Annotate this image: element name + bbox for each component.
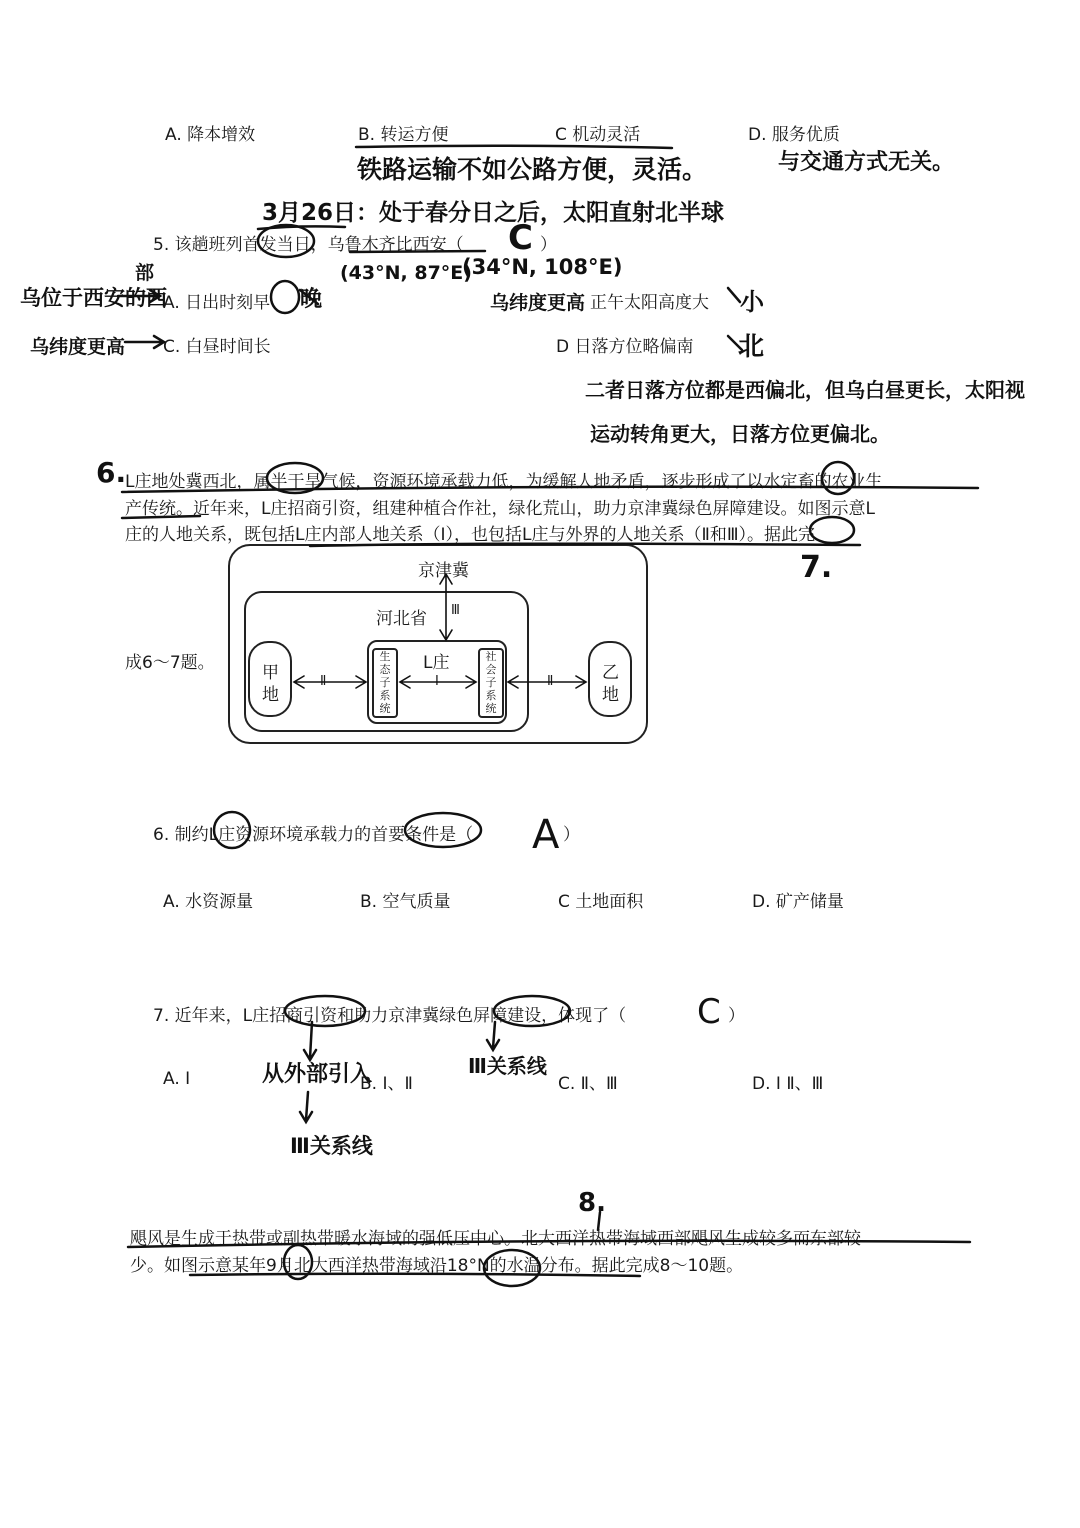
q7-stem-end: ） — [728, 1006, 745, 1026]
diagram-label-jiadi: 甲地 — [262, 663, 279, 705]
handwritten-note-5a-bu: 部 — [135, 262, 155, 284]
handwritten-note-q4-d: 与交通方式无关。 — [778, 150, 955, 175]
q7-option-b: B. Ⅰ、Ⅱ — [360, 1074, 413, 1094]
q4-option-c: C 机动灵活 — [555, 125, 641, 145]
q5-option-a: A. 日出时刻早 — [163, 293, 271, 313]
handwritten-note-7-rel3-a: Ⅲ关系线 — [468, 1054, 547, 1078]
q6-option-a: A. 水资源量 — [163, 892, 254, 912]
q6-option-b: B. 空气质量 — [360, 892, 451, 912]
q5-stem-end: ） — [540, 235, 557, 255]
handwritten-number-7: 7. — [800, 550, 833, 585]
q7-option-a: A. Ⅰ — [163, 1069, 191, 1089]
q4-option-a: A. 降本增效 — [165, 125, 256, 145]
diagram-label-yidi: 乙地 — [602, 663, 619, 705]
handwritten-note-5d-line2: 运动转角更大，日落方位更偏北。 — [590, 422, 890, 446]
diagram-label-eco-system: 生态子系统 — [379, 650, 391, 715]
q5-option-b: 正午太阳高度大 — [590, 293, 709, 313]
q7-option-c: C. Ⅱ、Ⅲ — [558, 1074, 618, 1094]
passage-6-7-line3: 庄的人地关系，既包括L庄内部人地关系（Ⅰ），也包括L庄与外界的人地关系（Ⅱ和Ⅲ）。据此完 — [125, 525, 816, 545]
q4-option-b: B. 转运方便 — [358, 125, 449, 145]
handwritten-note-5b-right: 小 — [740, 288, 764, 316]
handwritten-note-5c-left: 乌纬度更高 — [30, 336, 126, 358]
q5-option-d: D 日落方位略偏南 — [556, 337, 694, 357]
handwritten-note-5a-right: 晚 — [300, 287, 323, 312]
diagram-label-lzhuang: L庄 — [423, 653, 450, 673]
handwritten-note-5d-line1: 二者日落方位都是西偏北，但乌白昼更长，太阳视 — [585, 378, 1025, 402]
q6-stem: 6. 制约L庄资源环境承载力的首要条件是（ — [153, 825, 474, 845]
passage-8-10-line2: 少。如图示意某年9月北大西洋热带海域沿18°N的水温分布。据此完成8～10题。 — [130, 1256, 744, 1276]
passage-6-7-line1: L庄地处冀西北，属半干旱气候，资源环境承载力低，为缓解人地矛盾，逐步形成了以水定畜的农业生 — [125, 472, 883, 492]
handwritten-coord-xian: (34°N, 108°E) — [462, 255, 623, 279]
handwritten-coord-urumqi: (43°N, 87°E) — [340, 262, 472, 284]
diagram-label-jingjinji: 京津冀 — [418, 561, 469, 581]
q5-option-c: C. 白昼时间长 — [163, 337, 271, 357]
handwritten-note-date: 3月26日：处于春分日之后，太阳直射北半球 — [262, 200, 725, 226]
handwritten-number-6: 6. — [96, 456, 127, 489]
handwritten-answer-q5: C — [508, 218, 533, 258]
q6-option-d: D. 矿产储量 — [752, 892, 844, 912]
handwritten-answer-q7: C — [697, 992, 721, 1032]
handwritten-note-7-rel3-b: Ⅲ关系线 — [290, 1134, 373, 1158]
diagram-label-rel1: Ⅰ — [435, 674, 439, 689]
handwritten-number-8: 8. — [578, 1188, 606, 1218]
q4-option-d: D. 服务优质 — [748, 125, 840, 145]
q6-option-c: C 土地面积 — [558, 892, 644, 912]
passage-8-10-line1: 飓风是生成于热带或副热带暖水海域的强低压中心。北大西洋热带海域西部飓风生成较多而东部较 — [130, 1229, 861, 1249]
q6-stem-end: ） — [563, 825, 580, 845]
passage-6-7-line2: 产传统。近年来，L庄招商引资，组建种植合作社，绿化荒山，助力京津冀绿色屏障建设。如图示意L — [125, 499, 875, 519]
handwritten-note-5a-left: 乌位于西安的西 — [20, 286, 167, 310]
diagram-label-rel2-right: Ⅱ — [547, 674, 554, 689]
handwritten-note-5d-right: 北 — [738, 332, 765, 362]
diagram-label-hebei: 河北省 — [376, 609, 427, 629]
q7-stem: 7. 近年来，L庄招商引资和助力京津冀绿色屏障建设，体现了（ — [153, 1006, 627, 1026]
diagram-label-rel3: Ⅲ — [451, 603, 460, 618]
handwritten-note-5b-left: 乌纬度更高 — [490, 292, 586, 314]
handwritten-answer-q6: A — [532, 812, 560, 858]
diagram-label-social-system: 社会子系统 — [485, 650, 497, 715]
passage-6-7-line4: 成6～7题。 — [125, 653, 215, 673]
q5-stem: 5. 该趟班列首发当日，乌鲁木齐比西安（ — [153, 235, 464, 255]
diagram-label-rel2-left: Ⅱ — [320, 674, 327, 689]
handwritten-note-7-outside: 从外部引入 — [262, 1062, 373, 1087]
handwritten-note-q4-b: 铁路运输不如公路方便，灵活。 — [357, 155, 708, 184]
q7-option-d: D. Ⅰ Ⅱ、Ⅲ — [752, 1074, 824, 1094]
